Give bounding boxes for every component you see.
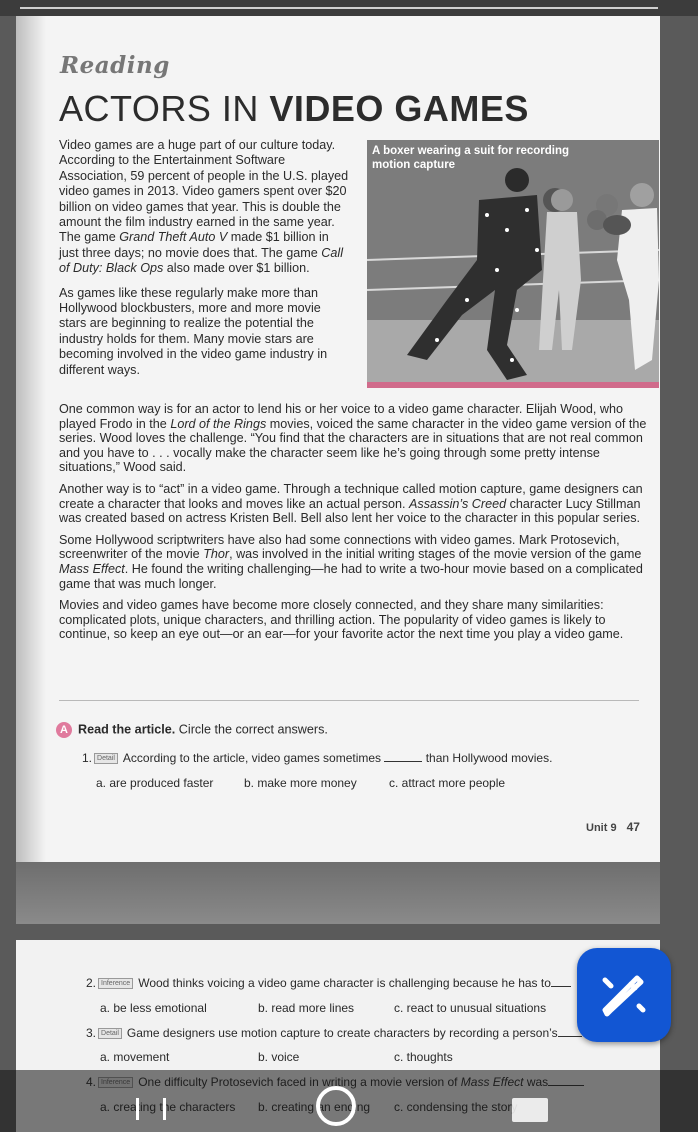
q3-option-a[interactable]: a. movement <box>100 1050 170 1064</box>
title-part1: ACTORS IN <box>59 88 270 129</box>
exercise-a-heading <box>56 722 328 738</box>
detail-tag: Detail <box>94 753 118 764</box>
page-number: 47 <box>626 820 640 834</box>
recents-icon[interactable] <box>136 1098 166 1120</box>
exercise-letter-badge: A <box>56 722 72 738</box>
question-1: 1. Detail According to the article, video games sometimes than Hollywood movies. <box>82 751 553 765</box>
back-icon[interactable] <box>512 1098 548 1122</box>
question-2: 2. Inference Wood thinks voicing a video game character is challenging because he has to <box>86 976 571 990</box>
boxing-ring-illustration <box>367 140 659 388</box>
intro-paragraph-1: Video games are a huge part of our culture today. According to the Entertainment Software Association, 59 percent of people in the U.S. played video games in 2013. Video gamers spent over $20 billion on video games that year. This is double the amount the film industry earned in the same year. The game Grand Theft Auto V made $1 billion in just three days; no movie does that. The game Call of Duty: Black Ops also made over $1 billion. <box>59 138 349 276</box>
detail-tag: Detail <box>98 1028 122 1039</box>
q1-option-c[interactable]: c. attract more people <box>389 776 506 790</box>
exercise-instruction-bold: Read the article. <box>78 722 176 737</box>
unit-label: Unit 9 <box>586 822 617 834</box>
paragraph-motion-capture: Another way is to “act” in a video game. Through a technique called motion capture, game designers can create a character that looks and moves like an actual person. Assassin’s Creed character Lucy Stillman was created based on actress Kristen Bell. Bell also lent her voice to the character in this popular series. <box>59 481 643 526</box>
intro-column <box>59 138 349 387</box>
textbook-page-47 <box>16 16 660 862</box>
section-label: Reading <box>60 52 170 79</box>
home-icon[interactable] <box>316 1086 356 1126</box>
exercise-instruction: Circle the correct answers. <box>175 722 328 737</box>
page-spine-shadow <box>16 16 46 862</box>
edit-fab-button[interactable] <box>577 948 671 1042</box>
answer-blank <box>551 986 571 987</box>
page-gap <box>16 862 660 924</box>
q3-option-c[interactable]: c. thoughts <box>394 1050 453 1064</box>
photo-accent-bar <box>367 382 659 388</box>
edit-pen-icon <box>577 948 671 1042</box>
q2-option-a[interactable]: a. be less emotional <box>100 1001 207 1015</box>
boxer-photo <box>367 140 659 388</box>
title-part2: VIDEO GAMES <box>269 88 529 129</box>
question-3: 3. Detail Game designers use motion capture to create characters by recording a person’s <box>86 1026 582 1040</box>
article-body <box>59 402 651 649</box>
divider <box>59 700 639 701</box>
intro-paragraph-2: As games like these regularly make more than Hollywood blockbusters, more and more movie stars are beginning to realize the potential the industry holds for them. Many movie stars are becoming involved in the video game industry in different ways. <box>59 285 328 377</box>
paragraph-voice: One common way is for an actor to lend his or her voice to a video game character. Elijah Wood, who played Frodo in the Lord of the Rings movies, voiced the same character in the video game version of the series. Wood loves the challenge. “You find that the characters are in situations that are not real common and you have to . . . vocally make the character seem like he’s going through some pretty intense situations,” Wood said. <box>59 402 647 475</box>
photo-caption: A boxer wearing a suit for recording motion capture <box>372 145 570 171</box>
page-footer <box>586 820 640 834</box>
q1-option-a[interactable]: a. are produced faster <box>96 776 214 790</box>
article-title <box>59 88 529 130</box>
q3-option-b[interactable]: b. voice <box>258 1050 300 1064</box>
q2-option-c[interactable]: c. react to unusual situations <box>394 1001 547 1015</box>
paragraph-conclusion: Movies and video games have become more closely connected, and they share many similarities: complicated plots, unique characters, and thrilling action. The popularity of video games is likely to continue, so keep an eye out—or an ear—for your favorite actor the next time you play a video game. <box>59 598 624 642</box>
paragraph-scriptwriters: Some Hollywood scriptwriters have also had some connections with video games. Mark Protosevich, screenwriter of the movie Thor, was involved in the initial writing stages of the movie version of the game Mass Effect. He found the writing challenging—he had to write a two-hour movie based on a complicated game that was much longer. <box>59 532 643 591</box>
q1-option-b[interactable]: b. make more money <box>244 776 357 790</box>
answer-blank <box>384 761 422 762</box>
top-edge <box>0 0 698 16</box>
q2-option-b[interactable]: b. read more lines <box>258 1001 355 1015</box>
inference-tag: Inference <box>98 978 133 989</box>
